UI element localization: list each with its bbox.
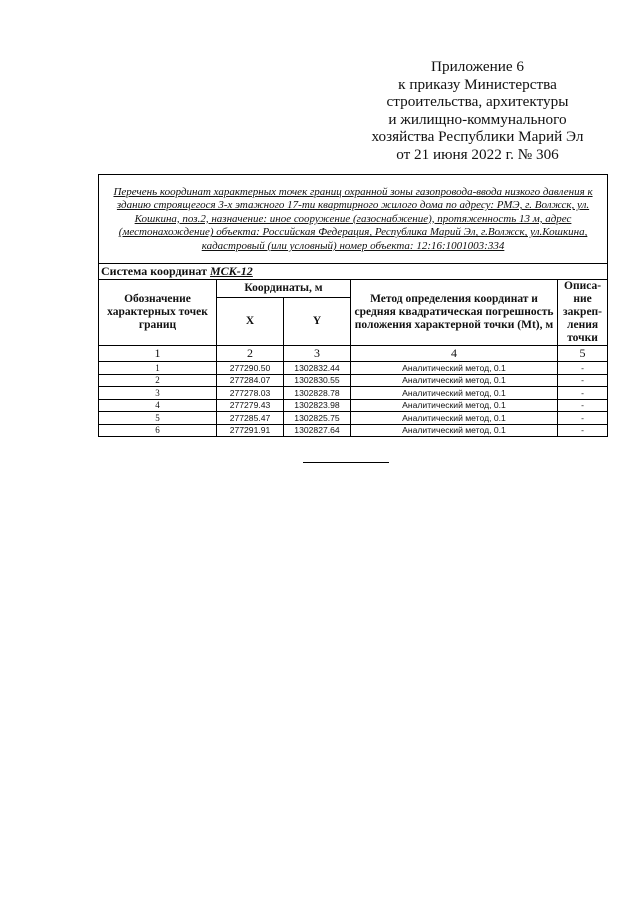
header-coordinates: Координаты, м: [217, 280, 351, 298]
system-row: [99, 264, 608, 280]
cell-id: 4: [99, 399, 217, 412]
cell-desc: -: [558, 424, 608, 437]
cell-y: 1302828.78: [284, 387, 351, 400]
column-number: 2: [217, 346, 284, 362]
cell-id: 3: [99, 387, 217, 400]
cell-id: 2: [99, 374, 217, 387]
header-point-designation: Обозначение характерных точек границ: [99, 280, 217, 346]
appendix-line: и жилищно-коммунального: [388, 110, 567, 128]
cell-x: 277285.47: [217, 412, 284, 425]
table-row: [99, 362, 608, 375]
cell-method: Аналитический метод, 0.1: [351, 412, 558, 425]
column-numbers-row: [99, 346, 608, 362]
column-number: 4: [351, 346, 558, 362]
cell-x: 277284.07: [217, 374, 284, 387]
table-caption: [99, 175, 608, 264]
cell-method: Аналитический метод, 0.1: [351, 387, 558, 400]
appendix-line: от 21 июня 2022 г. № 306: [396, 145, 559, 163]
system-value: МСК-12: [209, 264, 253, 278]
system-label: Система координат: [101, 264, 207, 278]
cell-y: 1302827.64: [284, 424, 351, 437]
cell-desc: -: [558, 399, 608, 412]
table-row: [99, 374, 608, 387]
table-row: [99, 424, 608, 437]
header-method: Метод определения координат и средняя квадратическая погрешность положения характерной точки (Mt), м: [351, 280, 558, 346]
cell-method: Аналитический метод, 0.1: [351, 399, 558, 412]
cell-id: 1: [99, 362, 217, 375]
cell-method: Аналитический метод, 0.1: [351, 374, 558, 387]
coordinate-system: [99, 264, 608, 280]
cell-x: 277278.03: [217, 387, 284, 400]
cell-y: 1302825.75: [284, 412, 351, 425]
header-row: [99, 280, 608, 298]
column-number: 5: [558, 346, 608, 362]
cell-desc: -: [558, 412, 608, 425]
column-number: 1: [99, 346, 217, 362]
cell-x: 277291.91: [217, 424, 284, 437]
caption-row: [99, 175, 608, 264]
cell-y: 1302832.44: [284, 362, 351, 375]
cell-desc: -: [558, 362, 608, 375]
header-y: Y: [284, 297, 351, 345]
coordinates-table: [98, 174, 608, 437]
appendix-line: строительства, архитектуры: [386, 93, 569, 111]
header-description: Описа-ние закреп-ления точки: [558, 280, 608, 346]
cell-desc: -: [558, 387, 608, 400]
table-row: [99, 399, 608, 412]
cell-id: 6: [99, 424, 217, 437]
column-number: 3: [284, 346, 351, 362]
cell-x: 277290.50: [217, 362, 284, 375]
end-divider-line: [303, 462, 389, 463]
caption-text: Перечень координат характерных точек границ охранной зоны газопровода-ввода низкого давления к зданию строящегося 3-х этажного 17-ти квартирного жилого дома по адресу: РМЭ, г. Волжск, ул. Кошкина, поз.2, назначение: иное сооружение (газоснабжение), протяженность 13 м, адрес (местонахождение) объекта: Российская Федерация, Республика Марий Эл, г.Волжск, ул.Кошкина, кадастровый (или условный) номер объекта: 12:16:1001003:334: [113, 185, 593, 252]
cell-desc: -: [558, 374, 608, 387]
cell-y: 1302830.55: [284, 374, 351, 387]
cell-x: 277279.43: [217, 399, 284, 412]
appendix-line: к приказу Министерства: [398, 75, 557, 93]
table-row: [99, 387, 608, 400]
appendix-line: Приложение 6: [431, 58, 524, 75]
cell-y: 1302823.98: [284, 399, 351, 412]
appendix-header: [345, 58, 610, 164]
cell-id: 5: [99, 412, 217, 425]
table-row: [99, 412, 608, 425]
cell-method: Аналитический метод, 0.1: [351, 424, 558, 437]
appendix-line: хозяйства Республики Марий Эл: [371, 128, 584, 146]
header-x: X: [217, 297, 284, 345]
cell-method: Аналитический метод, 0.1: [351, 362, 558, 375]
